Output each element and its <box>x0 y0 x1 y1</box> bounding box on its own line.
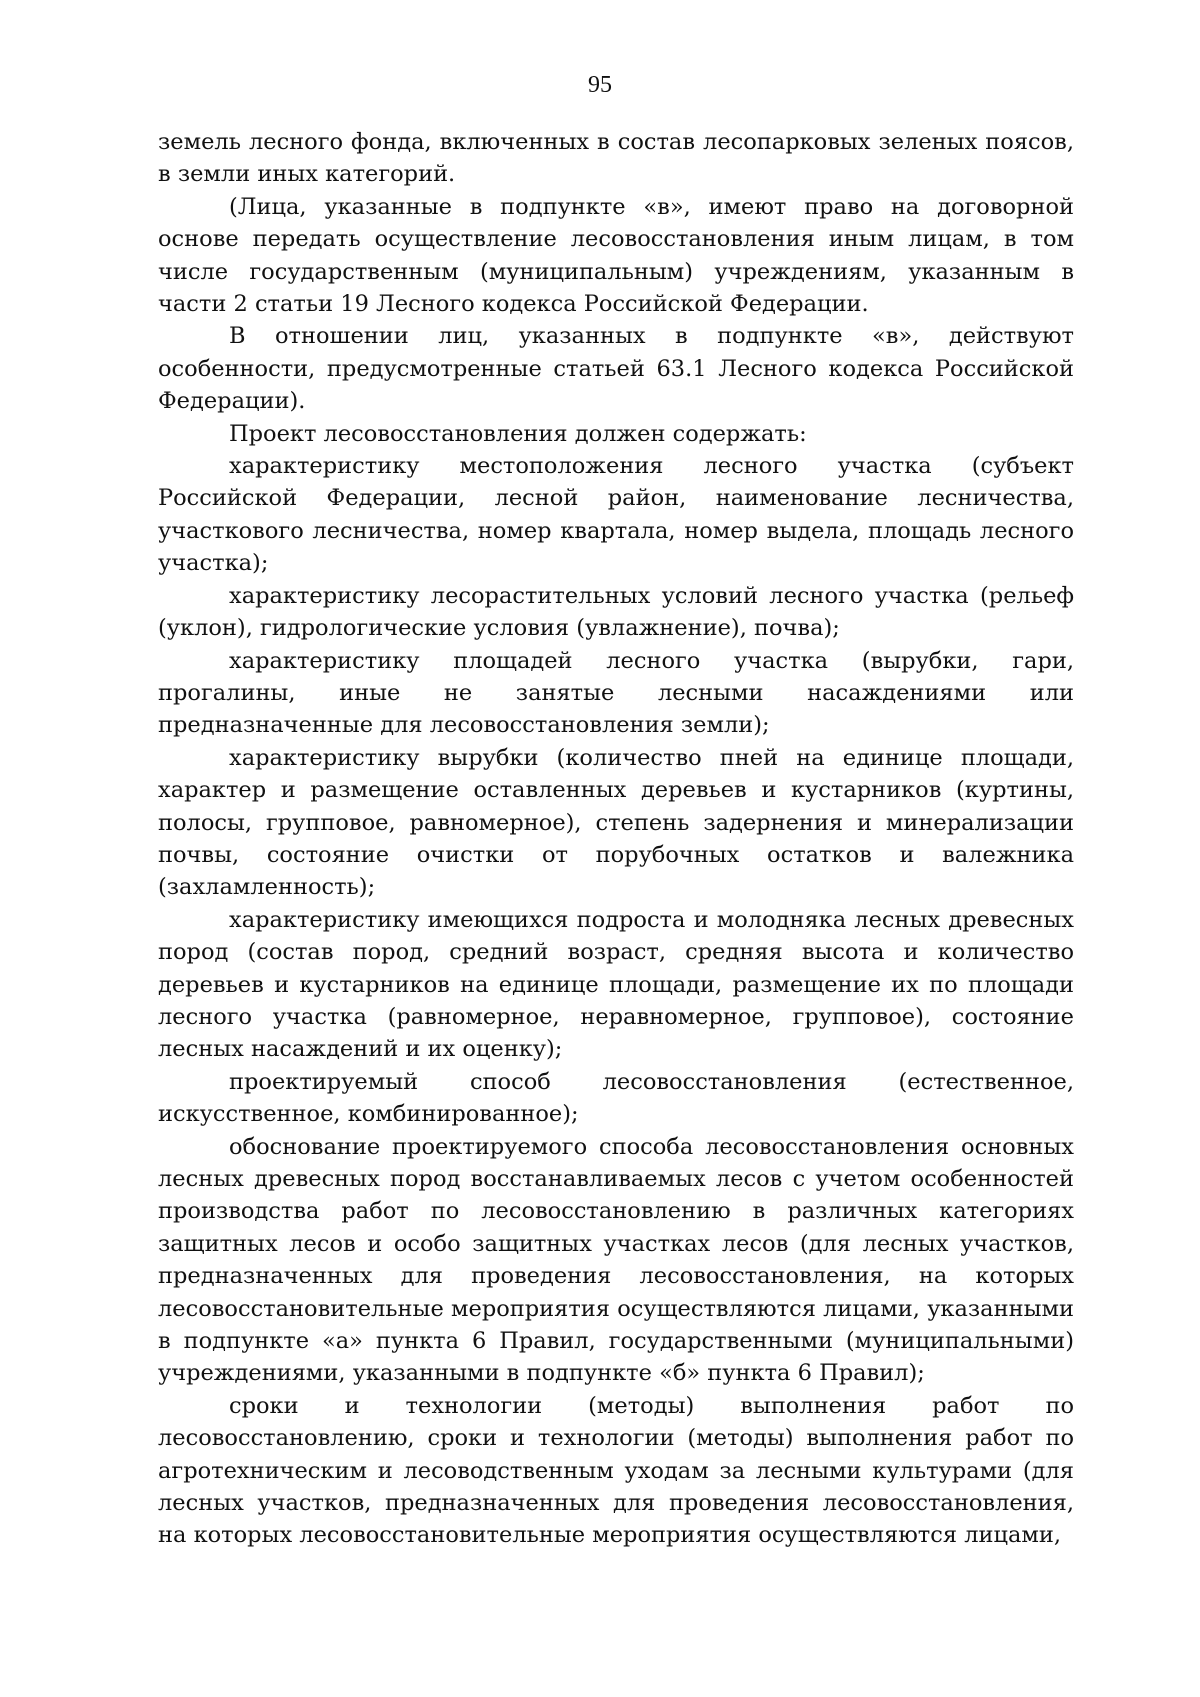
document-body <box>158 126 1074 1552</box>
paragraph: обоснование проектируемого способа лесовосстановления основных лесных древесных пород восстанавливаемых лесов с учетом особенностей производства работ по лесовосстановлению в различных категориях защитных лесов и особо защитных участках лесов (для лесных участков, предназначенных для проведения лесовосстановления, на которых лесовосстановительные мероприятия осуществляются лицами, указанными в подпункте «а» пункта 6 Правил, государственными (муниципальными) учреждениями, указанными в подпункте «б» пункта 6 Правил); <box>158 1133 1074 1387</box>
paragraph: характеристику площадей лесного участка (вырубки, гари, прогалины, иные не занятые лесными насаждениями или предназначенные для лесовосстановления земли); <box>158 647 1074 739</box>
paragraph: В отношении лиц, указанных в подпункте «в», действуют особенности, предусмотренные статьей 63.1 Лесного кодекса Российской Федерации). <box>158 323 1074 415</box>
paragraph: (Лица, указанные в подпункте «в», имеют право на договорной основе передать осуществление лесовосстановления иным лицам, в том числе государственным (муниципальным) учреждениям, указанным в части 2 статьи 19 Лесного кодекса Российской Федерации. <box>158 193 1074 318</box>
page-number: 95 <box>588 72 612 98</box>
paragraph: проектируемый способ лесовосстановления (естественное, искусственное, комбинированное); <box>158 1068 1074 1128</box>
paragraph: характеристику вырубки (количество пней на единице площади, характер и размещение оставленных деревьев и кустарников (куртины, полосы, групповое, равномерное), степень задернения и минерализации почвы, состояние очистки от порубочных остатков и валежника (захламленность); <box>158 744 1074 901</box>
paragraph: характеристику лесорастительных условий лесного участка (рельеф (уклон), гидрологические условия (увлажнение), почва); <box>158 582 1074 642</box>
paragraph: характеристику имеющихся подроста и молодняка лесных древесных пород (состав пород, средний возраст, средняя высота и количество деревьев и кустарников на единице площади, размещение их по площади лесного участка (равномерное, неравномерное, групповое), состояние лесных насаждений и их оценку); <box>158 906 1074 1063</box>
paragraph: сроки и технологии (методы) выполнения работ по лесовосстановлению, сроки и технологии (методы) выполнения работ по агротехническим и лесоводственным уходам за лесными культурами (для лесных участков, предназначенных для проведения лесовосстановления, на которых лесовосстановительные мероприятия осуществляются лицами, <box>158 1392 1074 1549</box>
paragraph: характеристику местоположения лесного участка (субъект Российской Федерации, лесной район, наименование лесничества, участкового лесничества, номер квартала, номер выдела, площадь лесного участка); <box>158 453 1074 577</box>
paragraph: земель лесного фонда, включенных в состав лесопарковых зеленых поясов, в земли иных категорий. <box>158 129 1074 188</box>
paragraph: Проект лесовосстановления должен содержать: <box>229 420 807 447</box>
